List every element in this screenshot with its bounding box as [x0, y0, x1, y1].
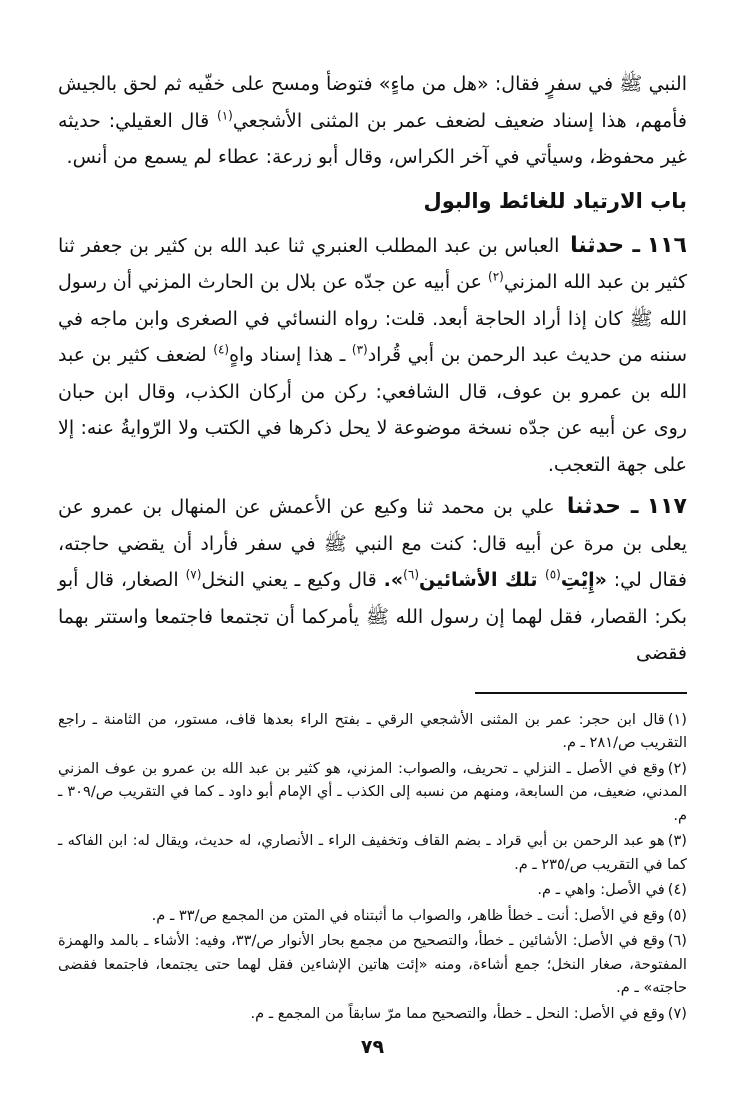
page-number: ٧٩ — [360, 1036, 385, 1058]
footnote-divider — [475, 692, 687, 694]
footnote-3 — [58, 829, 687, 876]
footnote-1 — [58, 708, 687, 755]
footnote-ref-3: (٣) — [351, 342, 368, 357]
footnote-text: في الأصل: واهي ـ م. — [537, 881, 665, 898]
hadith-116-text-2: عن أبيه عن جدّه عن بلال بن الحارث المزني أن رسول الله ﷺ كان إذا أراد الحاجة أبعد. قلت: رواه النسائي في الصغرى وابن ماجه في سننه من حديث عبد الرحمن بن أبي قُراد — [58, 271, 687, 366]
continuation-text: النبي ﷺ في سفرٍ فقال: «هل من ماءٍ» فتوضأ ومسح على خفّيه ثم لحق بالجيش فأمهم، هذا إسناد ضعيف لضعف عمر بن المثنى الأشجعي — [58, 73, 688, 132]
footnote-2 — [58, 757, 687, 828]
hadith-117-text-1: علي بن محمد ثنا وكيع عن الأعمش عن المنهال بن عمرو عن يعلى بن مرة عن أبيه قال: كنت مع النبي ﷺ في سفر فأراد أن يقضي حاجته، فقال لي: — [58, 496, 687, 591]
hadith-117-quote-1: «إِيْتِ — [560, 569, 607, 591]
footnote-ref-6: (٦) — [403, 567, 419, 582]
footnote-ref-7: (٧) — [185, 567, 202, 582]
footnote-5 — [58, 904, 687, 928]
footnote-number: (٢) — [667, 759, 687, 777]
hadith-117 — [58, 489, 687, 672]
footnote-number: (٦) — [667, 932, 687, 949]
hadith-116-text-4: لضعف كثير بن عبد الله بن عمرو بن عوف، قال الشافعي: ركن من أركان الكذب، وقال ابن حبان روى عن أبيه عن جدّه نسخة موضوعة لا يحل ذكرها في الكتب ولا الرّوايةُ عنه: إلا على جهة التعجب. — [58, 344, 687, 476]
continuation-paragraph — [58, 66, 687, 176]
footnote-text: وقع في الأصل: النحل ـ خطأ، والتصحيح مما مرّ سابقاً من المجمع ـ م. — [250, 1004, 665, 1022]
hadith-116-number: ١١٦ — [646, 232, 687, 258]
footnote-number: (٤) — [667, 881, 687, 898]
hadith-116 — [58, 228, 687, 484]
footnote-6 — [58, 929, 687, 1000]
footnote-4 — [58, 878, 687, 902]
footnote-text: وقع في الأصل: أنت ـ خطأ ظاهر، والصواب ما أثبتناه في المتن من المجمع ص/٣٣ ـ م. — [151, 906, 665, 924]
footnote-ref-1: (١) — [217, 108, 233, 123]
hadith-116-text-1: العباس بن عبد المطلب العنبري ثنا عبد الله بن كثير بن جعفر ثنا كثير بن عبد الله المزني — [58, 234, 688, 293]
footnote-number: (٥) — [667, 906, 687, 924]
footnote-number: (١) — [667, 710, 687, 728]
hadith-117-opening: ـ حدثنا — [566, 494, 639, 519]
main-text — [58, 66, 687, 672]
hadith-117-quote-2: تلك الأشائين — [419, 569, 545, 591]
chapter-heading: باب الارتياد للغائط والبول — [423, 188, 687, 213]
hadith-117-number: ١١٧ — [646, 494, 687, 519]
footnote-number: (٧) — [667, 1004, 687, 1022]
footnote-text: وقع في الأصل: الأشائين ـ خطأ، والتصحيح من مجمع بحار الأنوار ص/٣٣، وفيه: الأشاء ـ بالمد والهمزة المفتوحة، صغار النخل؛ جمع أشاءة، ومنه «إئت هاتين الإشاءين فقل لهما حتى يجتمعا، فاجتمعا فقضى حاجته» ـ م. — [58, 932, 687, 996]
footnote-text: هو عبد الرحمن بن أبي قراد ـ بضم القاف وتخفيف الراء ـ الأنصاري، له حديث، ويقال له: ابن الفاكه ـ كما في التقريب ص/٢٣٥ ـ م. — [58, 832, 687, 873]
hadith-116-opening: ـ حدثنا — [570, 232, 640, 258]
footnote-7 — [58, 1002, 687, 1026]
footnotes — [58, 708, 687, 1026]
hadith-117-text-2: قال وكيع ـ يعني النخل — [201, 569, 384, 591]
footnote-text: وقع في الأصل ـ النزلي ـ تحريف، والصواب: المزني، هو كثير بن عبد الله بن عمرو بن عوف المزني المدني، ضعيف، من السابعة، ومنهم من نسبه إلى الكذب ـ أي الإمام أبو داود ـ كما في التقريب ص/٣٠٩ ـ م. — [58, 759, 687, 824]
footnote-ref-4: (٤) — [213, 342, 230, 357]
footnote-text: قال ابن حجر: عمر بن المثنى الأشجعي الرقي ـ بفتح الراء بعدها قاف، مستور، من الثامنة ـ راجع التقريب ص/٢٨١ ـ م. — [58, 710, 687, 751]
hadith-117-text-3: الصغار، قال أبو بكر: القصار، فقل لهما إن رسول الله ﷺ يأمركما أن تجتمعا فاجتمعا واستتر بهما فقضى — [58, 569, 687, 664]
hadith-116-text-3: ـ هذا إسناد واهٍ — [229, 344, 352, 366]
footnote-number: (٣) — [667, 832, 687, 849]
footnote-ref-2: (٢) — [488, 269, 504, 284]
continuation-text-2: قال العقيلي: حديثه غير محفوظ، وسيأتي في آخر الكراس، وقال أبو زرعة: عطاء لم يسمع من أنس. — [58, 109, 687, 168]
footnote-ref-5: (٥) — [545, 567, 561, 582]
hadith-117-quote-3: ». — [383, 569, 404, 591]
